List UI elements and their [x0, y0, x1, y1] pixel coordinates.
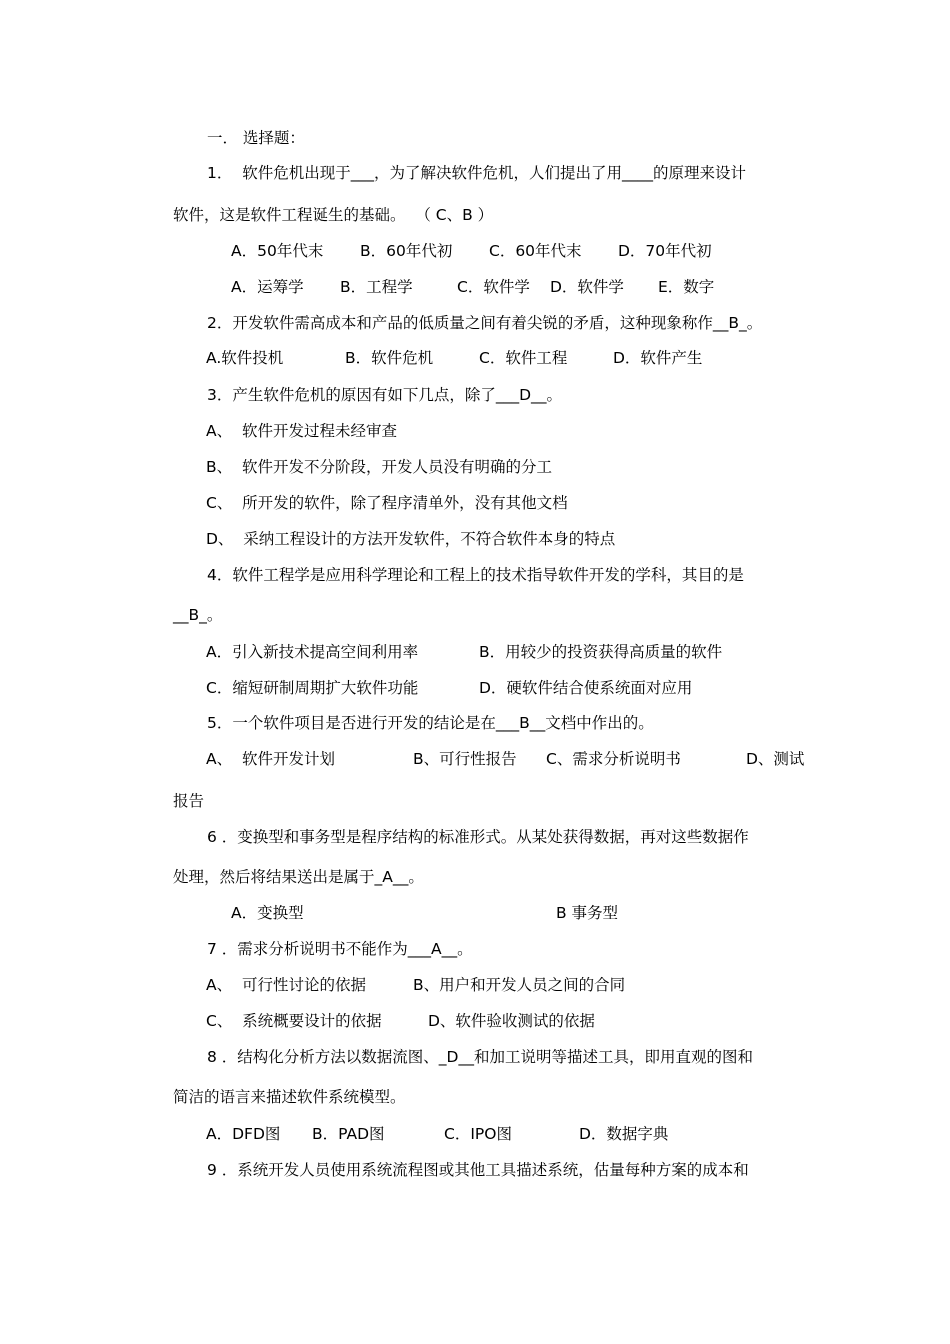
question-8-text-cont: 简洁的语言来描述软件系统模型。 [173, 1088, 406, 1106]
q7-option-b: B、用户和开发人员之间的合同 [413, 976, 626, 994]
q8-option-a: A．DFD图 [206, 1125, 281, 1143]
q7-option-d: D、软件验收测试的依据 [428, 1012, 595, 1030]
q5-option-b: B、可行性报告 [413, 750, 517, 768]
q2-option-c: C．软件工程 [479, 349, 568, 367]
question-1-text: 1． 软件危机出现于___，为了解决软件危机，人们提出了用____的原理来设计 [207, 164, 746, 182]
question-3-text: 3．产生软件危机的原因有如下几点，除了___D__。 [207, 386, 563, 404]
q1-option-a2: B．60年代初 [360, 242, 453, 260]
question-5-text-cont: 报告 [173, 792, 205, 810]
q1-option-b4: D．软件学 [550, 278, 624, 296]
q4-option-c: C．缩短研制周期扩大软件功能 [206, 679, 419, 697]
q1-option-a1: A．50年代末 [231, 242, 324, 260]
question-6-text-cont: 处理，然后将结果送出是属于_A__。 [173, 868, 424, 886]
q2-option-b: B．软件危机 [345, 349, 434, 367]
q1-option-b1: A．运筹学 [231, 278, 304, 296]
question-2-text: 2．开发软件需高成本和产品的低质量之间有着尖锐的矛盾，这种现象称作__B_。 [207, 314, 763, 332]
q4-option-d: D．硬软件结合使系统面对应用 [479, 679, 693, 697]
q1-option-a3: C．60年代末 [489, 242, 582, 260]
q7-option-a: A、 可行性讨论的依据 [206, 976, 366, 994]
q2-option-a: A.软件投机 [206, 349, 284, 367]
q1-option-b5: E．数字 [658, 278, 715, 296]
section-title: 一． 选择题： [207, 129, 305, 147]
q8-option-d: D．数据字典 [579, 1125, 669, 1143]
question-9-text: 9 ．系统开发人员使用系统流程图或其他工具描述系统，估量每种方案的成本和 [207, 1161, 749, 1179]
question-4-text-cont: __B_。 [173, 606, 223, 624]
q1-option-a4: D．70年代初 [618, 242, 712, 260]
q4-option-a: A．引入新技术提高空间利用率 [206, 643, 419, 661]
q5-option-d: D、测试 [746, 750, 805, 768]
question-8-text: 8 ．结构化分析方法以数据流图、_D__和加工说明等描述工具，即用直观的图和 [207, 1048, 753, 1066]
q5-option-c: C、需求分析说明书 [546, 750, 681, 768]
q8-option-c: C．IPO图 [444, 1125, 512, 1143]
q4-option-b: B．用较少的投资获得高质量的软件 [479, 643, 723, 661]
q6-option-b: B 事务型 [556, 904, 619, 922]
q3-option-c: C、 所开发的软件，除了程序清单外，没有其他文档 [206, 494, 568, 512]
q3-option-a: A、 软件开发过程未经审查 [206, 422, 397, 440]
q7-option-c: C、 系统概要设计的依据 [206, 1012, 382, 1030]
question-7-text: 7 ．需求分析说明书不能作为___A__。 [207, 940, 473, 958]
question-5-text: 5．一个软件项目是否进行开发的结论是在___B__文档中作出的。 [207, 714, 654, 732]
q5-option-a: A、 软件开发计划 [206, 750, 335, 768]
q1-option-b2: B．工程学 [340, 278, 413, 296]
q1-option-b3: C．软件学 [457, 278, 530, 296]
question-4-text: 4．软件工程学是应用科学理论和工程上的技术指导软件开发的学科，其目的是 [207, 566, 744, 584]
q8-option-b: B．PAD图 [312, 1125, 385, 1143]
question-1-text-cont: 软件，这是软件工程诞生的基础。 （ C、B ） [173, 206, 494, 224]
q3-option-d: D、 采纳工程设计的方法开发软件，不符合软件本身的特点 [206, 530, 616, 548]
q3-option-b: B、 软件开发不分阶段，开发人员没有明确的分工 [206, 458, 552, 476]
q2-option-d: D．软件产生 [613, 349, 703, 367]
question-6-text: 6 ．变换型和事务型是程序结构的标准形式。从某处获得数据，再对这些数据作 [207, 828, 749, 846]
q6-option-a: A．变换型 [231, 904, 304, 922]
